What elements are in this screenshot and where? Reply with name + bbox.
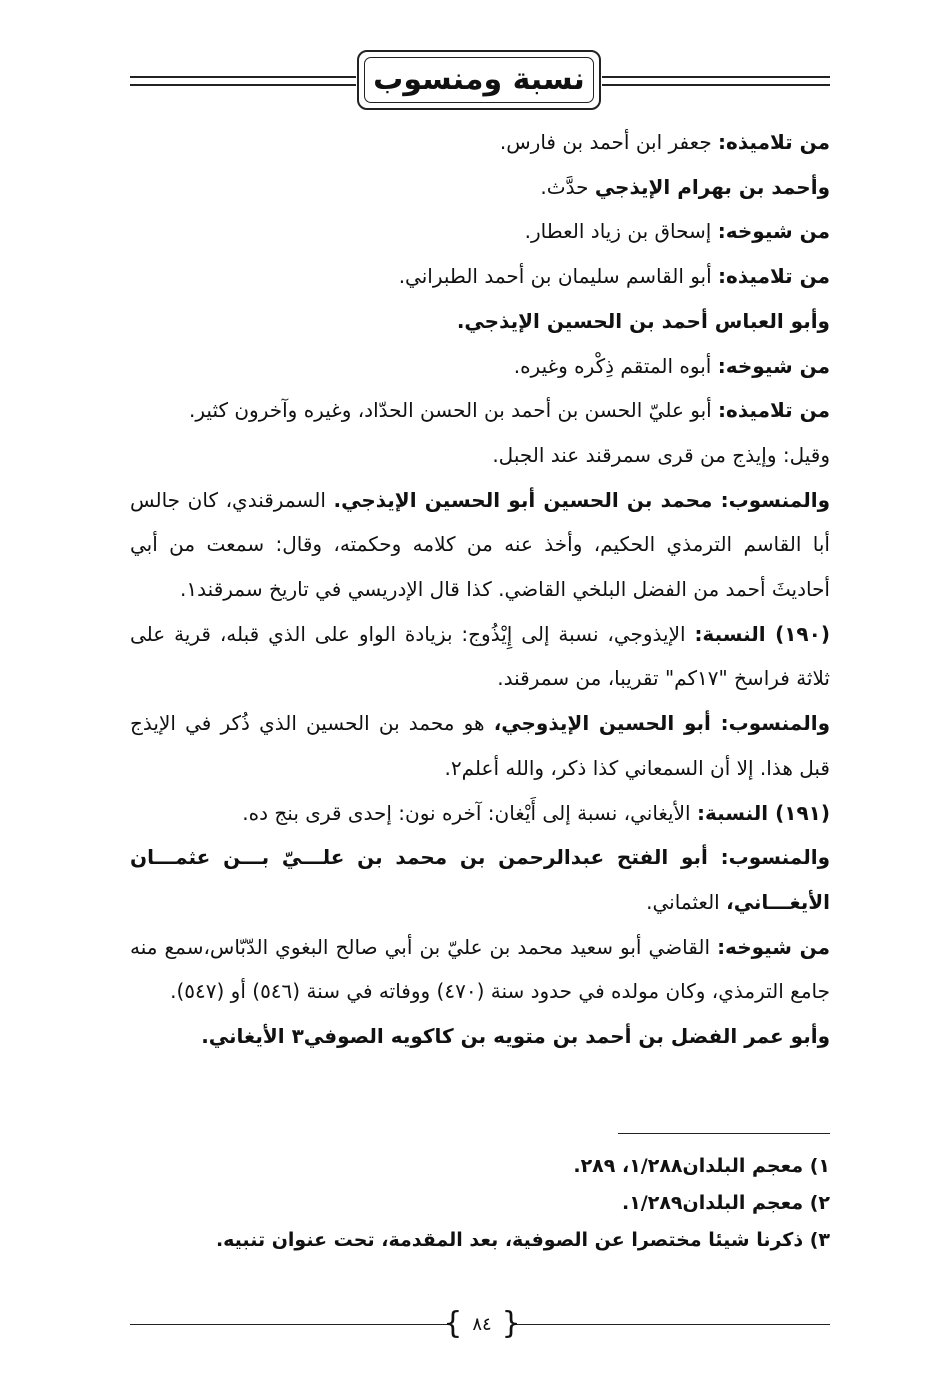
paragraph-label: من شيوخه: bbox=[717, 219, 830, 244]
paragraph bbox=[130, 478, 830, 612]
paragraph-label: والمنسوب: bbox=[720, 845, 830, 870]
footnote: ٣) ذكرنا شيئا مختصرا عن الصوفية، بعد المقدمة، تحت عنوان تنبيه. bbox=[215, 1229, 830, 1251]
paragraph-label: والمنسوب: bbox=[720, 487, 831, 512]
header-rule-right bbox=[602, 76, 830, 78]
paragraph-name: أبو الفتح عبدالرحمن بن محمد بن علـــيّ بـــن عثمـــان الأيغـــاني، bbox=[130, 845, 830, 914]
paragraph-text: الأيغاني، نسبة إلى أَيْغان: آخره نون: إحدى قرى بنج ده. bbox=[242, 800, 697, 825]
paragraph-label: من شيوخه: bbox=[717, 353, 830, 378]
paragraph bbox=[130, 701, 830, 790]
paragraph-label: من شيوخه: bbox=[717, 934, 830, 959]
paragraph bbox=[130, 1014, 830, 1059]
paragraph bbox=[130, 165, 830, 210]
title-inner-frame bbox=[364, 57, 594, 103]
paragraph bbox=[130, 209, 830, 254]
paragraph-text: الإيذوجي، نسبة إلى إِيْذُوج: بزيادة الواو على الذي قبله، قرية على ثلاثة فراسخ "١٧كم" تقريبا، من سمرقند. bbox=[130, 621, 830, 691]
page-number: ٨٤ bbox=[472, 1313, 492, 1335]
paragraph-text: إسحاق بن زياد العطار. bbox=[524, 219, 718, 244]
paragraph bbox=[130, 120, 830, 165]
paragraph-name: وأحمد بن بهرام الإيذجي bbox=[594, 174, 830, 199]
body-text bbox=[130, 120, 830, 1059]
left-bracket-icon: { bbox=[443, 1306, 463, 1341]
footnote: ١) معجم البلدان١/٢٨٨، ٢٨٩. bbox=[573, 1155, 830, 1177]
paragraph bbox=[130, 299, 830, 344]
paragraph bbox=[130, 344, 830, 389]
paragraph-name: وأبو عمر الفضل بن أحمد بن متويه بن كاكويه الصوفي٣ الأيغاني. bbox=[201, 1024, 830, 1049]
page-number-box bbox=[443, 1306, 521, 1341]
paragraph-text: القاضي أبو سعيد محمد بن عليّ بن أبي صالح البغوي الدّبّاس،سمع منه جامع الترمذي، وكان مولده في حدود سنة (٤٧٠) ووفاته في سنة (٥٤٦) أو (٥٤٧). bbox=[130, 934, 830, 1004]
footer-rule-right bbox=[514, 1324, 830, 1325]
paragraph-name: وأبو العباس أحمد بن الحسين الإيذجي. bbox=[456, 308, 830, 333]
paragraph-label: (١٩٠) النسبة: bbox=[694, 621, 830, 646]
paragraph-label: من تلاميذه: bbox=[718, 264, 830, 289]
paragraph-text: العثماني. bbox=[646, 889, 727, 914]
paragraph-text: أبو عليّ الحسن بن أحمد بن الحسن الحدّاد، وغيره وآخرون كثير. bbox=[189, 398, 719, 423]
paragraph-label: والمنسوب: bbox=[720, 711, 831, 736]
footer-rule-left bbox=[130, 1324, 450, 1325]
paragraph-text: جعفر ابن أحمد بن فارس. bbox=[499, 130, 719, 154]
paragraph bbox=[130, 254, 830, 299]
paragraph-text: السمرقندي، كان جالس أبا القاسم الترمذي الحكيم، وأخذ عنه من كلامه وحكمته، وقال: سمعت من أبي أحاديثَ أحمد من الفضل البلخي القاضي. كذا قال الإدريسي في تاريخ سمرقند١. bbox=[130, 487, 830, 602]
paragraph bbox=[130, 433, 830, 478]
footnote-separator bbox=[618, 1133, 830, 1134]
paragraph-name: محمد بن الحسين أبو الحسين الإيذجي. bbox=[333, 487, 721, 512]
paragraph bbox=[130, 925, 830, 1014]
paragraph bbox=[130, 612, 830, 701]
paragraph bbox=[130, 388, 830, 433]
page-footer bbox=[0, 1300, 930, 1350]
footnotes bbox=[130, 1148, 830, 1259]
paragraph-label: من تلاميذه: bbox=[718, 130, 830, 154]
right-bracket-icon: } bbox=[501, 1306, 521, 1341]
paragraph-text: أبوه المتقم ذِكْره وغيره. bbox=[513, 353, 718, 378]
paragraph-text: هو محمد بن الحسين الذي ذُكر في الإيذج قبل هذا. إلا أن السمعاني كذا ذكر، والله أعلم٢. bbox=[130, 711, 830, 780]
paragraph-text: وقيل: وإيذج من قرى سمرقند عند الجبل. bbox=[492, 442, 830, 467]
paragraph bbox=[130, 835, 830, 924]
paragraph bbox=[130, 791, 830, 836]
paragraph-name: أبو الحسين الإيذوجي، bbox=[493, 711, 721, 736]
footnote: ٢) معجم البلدان١/٢٨٩. bbox=[621, 1192, 830, 1214]
header-rule-left bbox=[130, 76, 356, 78]
paragraph-text: أبو القاسم سليمان بن أحمد الطبراني. bbox=[398, 264, 719, 289]
header-rule-left-lower bbox=[130, 84, 356, 86]
paragraph-label: من تلاميذه: bbox=[718, 398, 830, 423]
header-rule-right-lower bbox=[602, 84, 830, 86]
paragraph-label: (١٩١) النسبة: bbox=[696, 800, 830, 825]
page-title: نسبة ومنسوب bbox=[373, 62, 585, 97]
title-frame bbox=[357, 50, 601, 110]
paragraph-text: حدَّث. bbox=[540, 174, 595, 199]
